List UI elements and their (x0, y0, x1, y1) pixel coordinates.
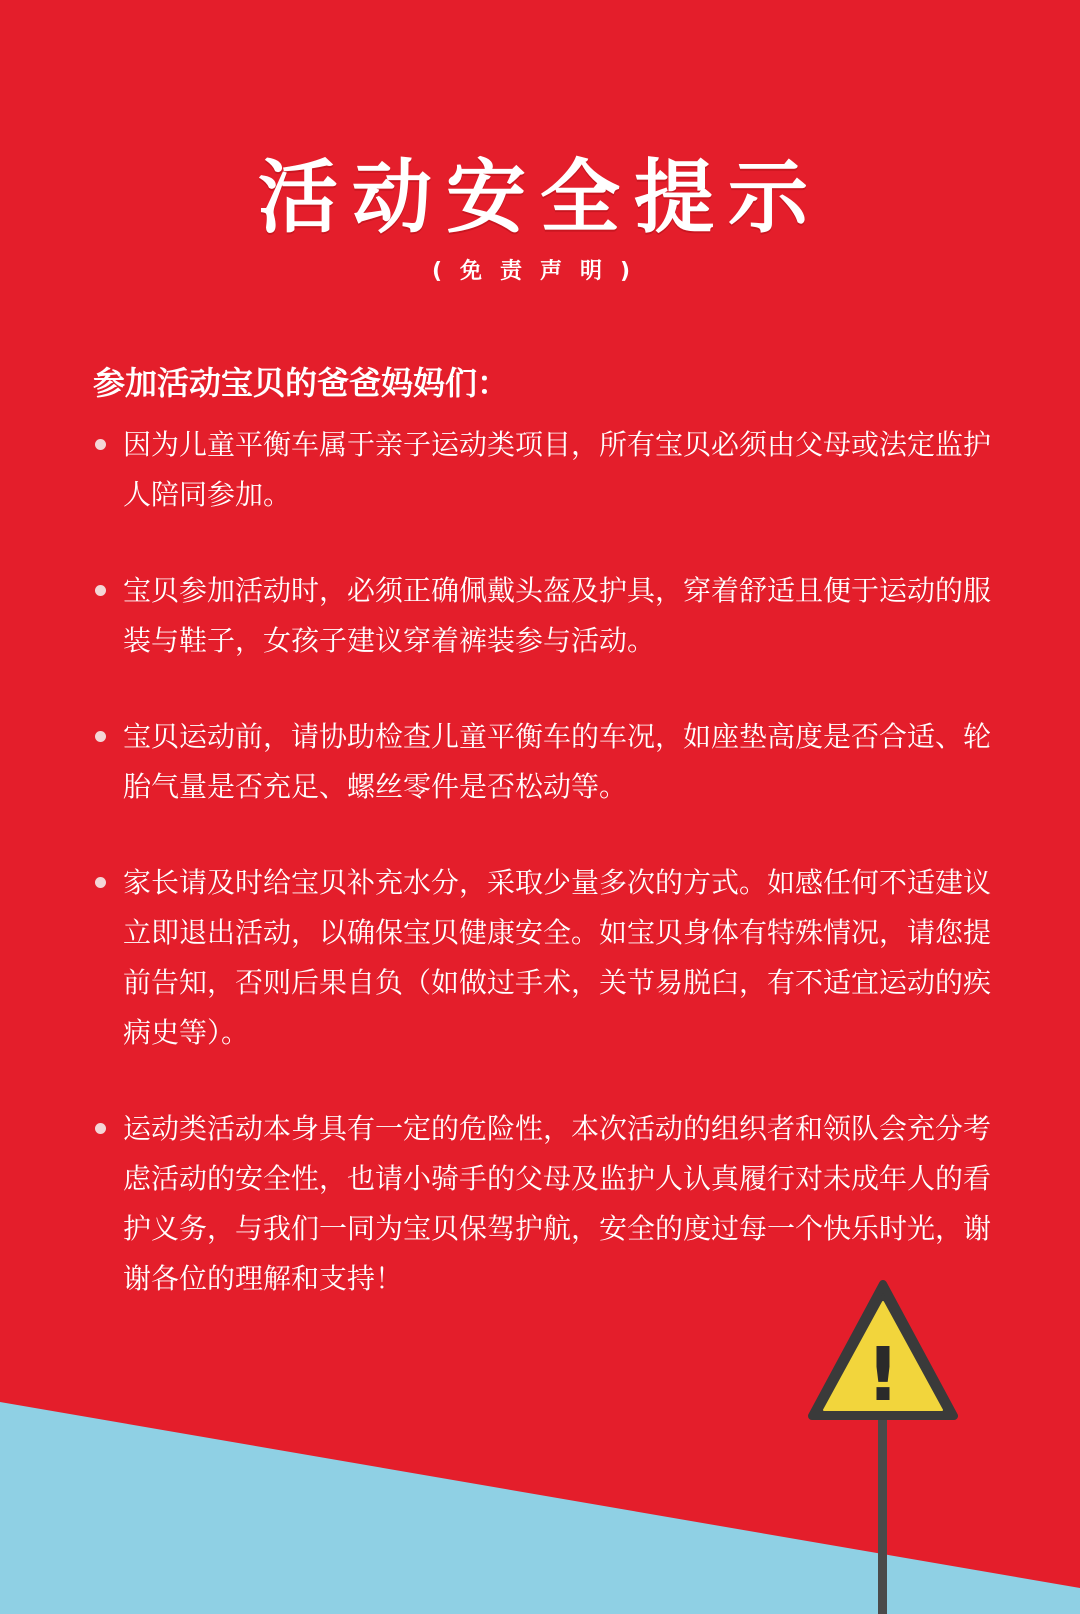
notice-item (93, 566, 993, 666)
exclamation-mark: ! (866, 1332, 900, 1418)
bullet-dot (95, 585, 106, 596)
notice-item (93, 858, 993, 1058)
bullet-dot (95, 877, 106, 888)
warning-triangle-icon (808, 1278, 958, 1614)
notice-item (93, 420, 993, 520)
notice-text: 宝贝运动前，请协助检查儿童平衡车的车况，如座垫高度是否合适、轮胎气量是否充足、螺丝零件是否松动等。 (123, 720, 992, 803)
notice-text: 宝贝参加活动时，必须正确佩戴头盔及护具，穿着舒适且便于运动的服装与鞋子，女孩子建议穿着裤装参与活动。 (123, 574, 992, 657)
bullet-dot (95, 1123, 106, 1134)
notice-text: 因为儿童平衡车属于亲子运动类项目，所有宝贝必须由父母或法定监护人陪同参加。 (123, 428, 992, 511)
greeting-heading: 参加活动宝贝的爸爸妈妈们： (93, 364, 510, 402)
notice-item (93, 712, 993, 812)
notice-item (93, 1104, 993, 1304)
notice-text: 家长请及时给宝贝补充水分，采取少量多次的方式。如感任何不适建议立即退出活动，以确保宝贝健康安全。如宝贝身体有特殊情况，请您提前告知，否则后果自负（如做过手术，关节易脱臼，有不适宜运动的疾病史等）。 (123, 866, 992, 1049)
page-subtitle: (免责声明) (431, 259, 649, 284)
sign-pole (878, 1416, 887, 1614)
notice-list (93, 420, 993, 1350)
bullet-dot (95, 731, 106, 742)
page-title: 活动安全提示 (258, 151, 822, 244)
bullet-dot (95, 439, 106, 450)
notice-text: 运动类活动本身具有一定的危险性，本次活动的组织者和领队会充分考虑活动的安全性，也请小骑手的父母及监护人认真履行对未成年人的看护义务，与我们一同为宝贝保驾护航，安全的度过每一个快乐时光，谢谢各位的理解和支持！ (123, 1112, 992, 1295)
